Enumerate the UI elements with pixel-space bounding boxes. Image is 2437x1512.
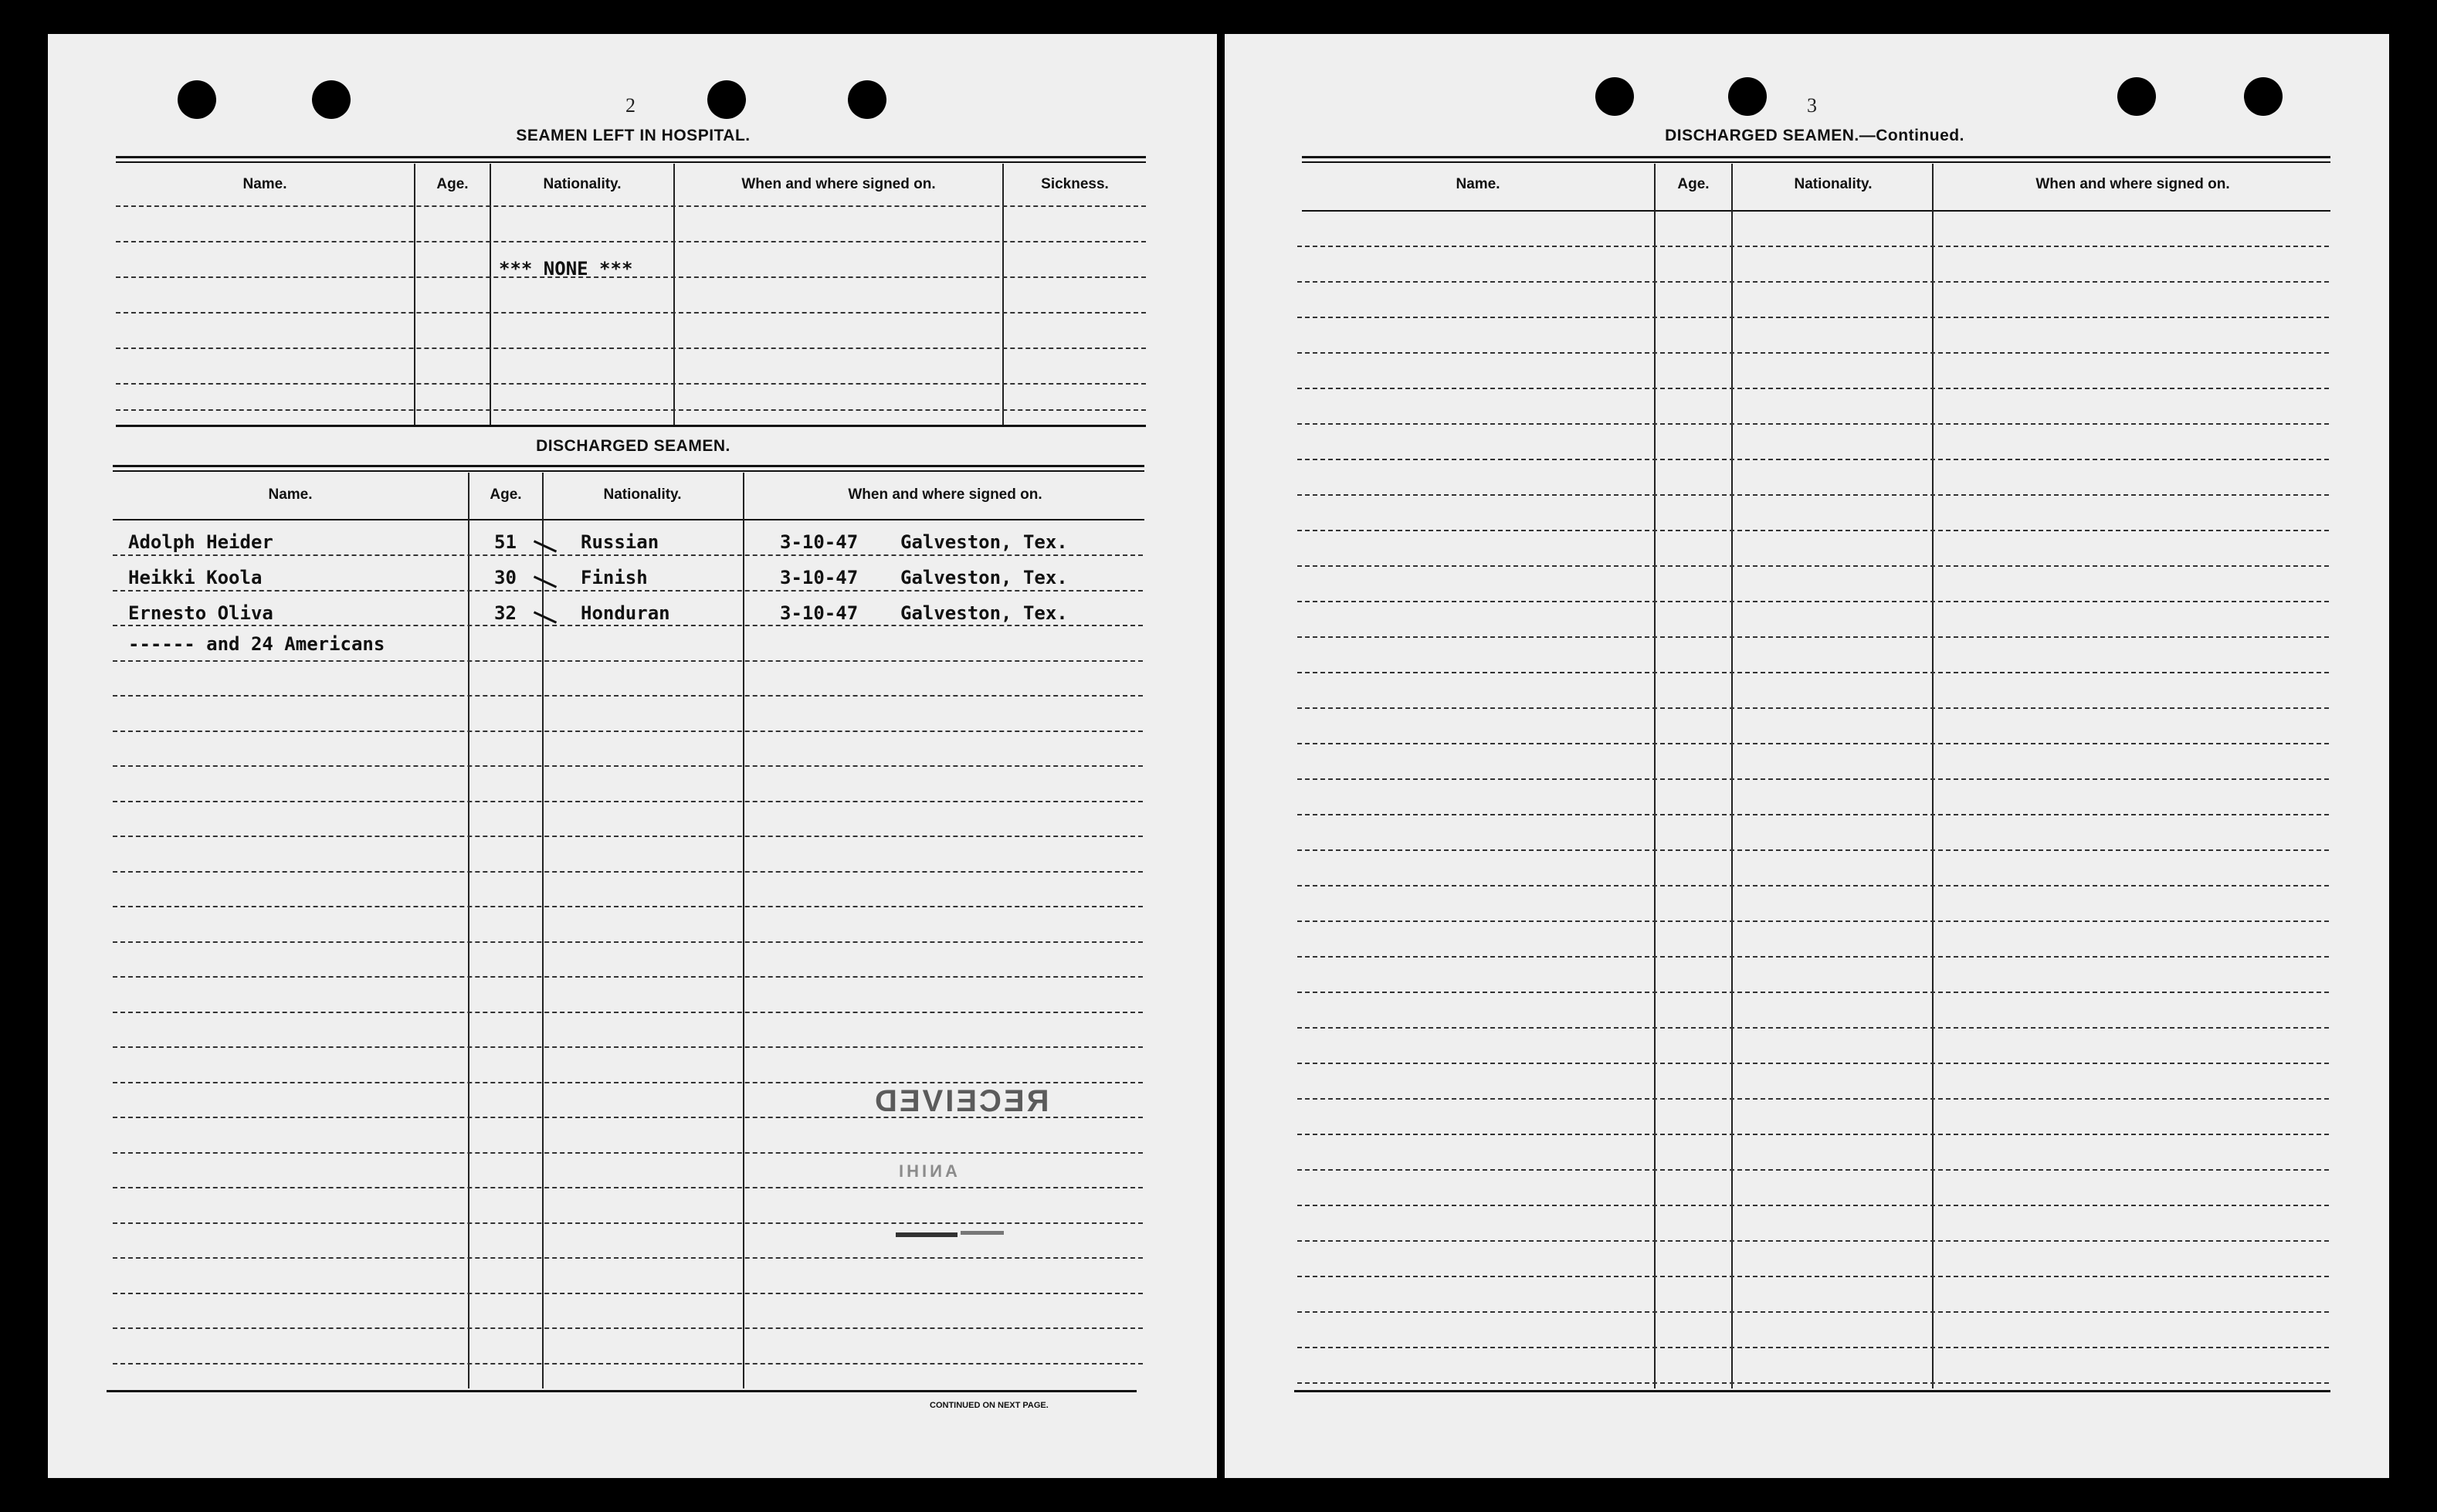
ruled-line — [113, 801, 1143, 802]
ruled-line — [113, 731, 1143, 732]
signed-on-place: Galveston, Tex. — [900, 531, 1068, 553]
ruled-line — [1297, 743, 2329, 744]
seaman-nationality: Russian — [581, 531, 659, 553]
column-header: Age. — [490, 486, 522, 503]
ruled-line — [1297, 1240, 2329, 1242]
discharged-section-title: DISCHARGED SEAMEN. — [536, 437, 730, 455]
ruled-line — [113, 1012, 1143, 1013]
ruled-line — [1297, 636, 2329, 638]
signed-on-date: 3-10-47 — [780, 531, 859, 553]
ruled-line — [1297, 1311, 2329, 1313]
table-rule — [1294, 1390, 2330, 1392]
ruled-line — [1297, 1134, 2329, 1135]
ruled-line — [1297, 1205, 2329, 1206]
ruled-line — [116, 312, 1146, 314]
ruled-line — [113, 906, 1143, 907]
column-divider — [1002, 164, 1004, 425]
ruled-line — [1297, 246, 2329, 247]
seaman-name: Ernesto Oliva — [128, 602, 273, 624]
stamp-bar — [961, 1231, 1004, 1235]
ruled-line — [116, 409, 1146, 411]
ruled-line — [113, 765, 1143, 767]
column-header: Nationality. — [1794, 176, 1873, 192]
ruled-line — [1297, 920, 2329, 922]
punch-hole — [707, 80, 746, 119]
seaman-nationality: Honduran — [581, 602, 670, 624]
ruled-line — [1297, 1347, 2329, 1348]
column-divider — [468, 473, 469, 1388]
received-stamp-subtext: ANIHI — [896, 1161, 958, 1181]
ruled-line — [1297, 494, 2329, 496]
ruled-line — [113, 1363, 1143, 1365]
column-header: Nationality. — [603, 486, 682, 503]
ruled-line — [1297, 388, 2329, 389]
right-page — [1225, 34, 2389, 1478]
table-rule — [1302, 161, 2330, 163]
column-header: When and where signed on. — [2035, 176, 2230, 192]
column-header: Name. — [1456, 176, 1500, 192]
seaman-name: Heikki Koola — [128, 567, 263, 588]
ruled-line — [113, 554, 1143, 556]
ruled-line — [113, 941, 1143, 943]
ruled-line — [113, 1082, 1143, 1083]
column-divider — [490, 164, 491, 425]
column-divider — [673, 164, 675, 425]
column-header: Nationality. — [543, 176, 622, 192]
column-header: Sickness. — [1041, 176, 1109, 192]
ruled-line — [1297, 601, 2329, 602]
punch-hole — [1595, 77, 1634, 116]
ruled-line — [116, 347, 1146, 349]
page-number: 3 — [1807, 94, 1817, 117]
ruled-line — [1297, 317, 2329, 318]
table-rule — [113, 519, 1144, 520]
table-rule — [116, 156, 1146, 158]
seaman-age: 51 — [494, 531, 517, 553]
ruled-line — [1297, 1098, 2329, 1100]
ruled-line — [116, 205, 1146, 207]
ruled-line — [1297, 1382, 2329, 1384]
ruled-line — [113, 625, 1143, 626]
ruled-line — [113, 695, 1143, 697]
signed-on-date: 3-10-47 — [780, 602, 859, 624]
hospital-none-entry: *** NONE *** — [499, 258, 633, 280]
table-rule — [116, 161, 1146, 163]
ruled-line — [1297, 707, 2329, 709]
ruled-line — [113, 590, 1143, 592]
ruled-line — [1297, 672, 2329, 673]
ruled-line — [113, 660, 1143, 662]
ruled-line — [1297, 956, 2329, 958]
ruled-line — [113, 1222, 1143, 1224]
ruled-line — [113, 1152, 1143, 1154]
ruled-line — [113, 1293, 1143, 1294]
ruled-line — [113, 1187, 1143, 1188]
ruled-line — [1297, 1063, 2329, 1064]
left-page — [48, 34, 1217, 1478]
column-header: Name. — [268, 486, 313, 503]
punch-hole — [2117, 77, 2156, 116]
seaman-name: Adolph Heider — [128, 531, 273, 553]
ruled-line — [1297, 885, 2329, 887]
americans-note: ------ and 24 Americans — [128, 633, 385, 655]
ruled-line — [1297, 1276, 2329, 1277]
ruled-line — [116, 241, 1146, 242]
ruled-line — [1297, 814, 2329, 815]
ruled-line — [1297, 530, 2329, 531]
column-header: Age. — [436, 176, 469, 192]
discharged-continued-title: DISCHARGED SEAMEN.—Continued. — [1665, 127, 1964, 144]
ruled-line — [1297, 849, 2329, 851]
ruled-line — [113, 1046, 1143, 1048]
stamp-bar — [896, 1232, 958, 1237]
continued-footer: CONTINUED ON NEXT PAGE. — [930, 1401, 1049, 1410]
hospital-section-title: SEAMEN LEFT IN HOSPITAL. — [516, 127, 751, 144]
seaman-age: 30 — [494, 567, 517, 588]
ruled-line — [1297, 778, 2329, 780]
punch-hole — [178, 80, 216, 119]
punch-hole — [2244, 77, 2283, 116]
ruled-line — [113, 871, 1143, 873]
punch-hole — [312, 80, 351, 119]
ruled-line — [1297, 1027, 2329, 1029]
punch-hole — [1728, 77, 1767, 116]
ruled-line — [116, 383, 1146, 385]
table-rule — [1302, 156, 2330, 158]
column-divider — [542, 473, 544, 1388]
ruled-line — [113, 836, 1143, 837]
column-header: When and where signed on. — [848, 486, 1042, 503]
table-rule — [107, 1390, 1137, 1392]
signed-on-place: Galveston, Tex. — [900, 567, 1068, 588]
ruled-line — [113, 1327, 1143, 1329]
ruled-line — [1297, 992, 2329, 993]
signed-on-place: Galveston, Tex. — [900, 602, 1068, 624]
seaman-age: 32 — [494, 602, 517, 624]
punch-hole — [848, 80, 886, 119]
table-rule — [1302, 210, 2330, 212]
ruled-line — [113, 1257, 1143, 1259]
ruled-line — [1297, 423, 2329, 425]
ruled-line — [1297, 352, 2329, 354]
ruled-line — [1297, 281, 2329, 283]
column-header: Name. — [242, 176, 287, 192]
table-rule — [116, 425, 1146, 427]
table-rule — [113, 465, 1144, 467]
ruled-line — [113, 976, 1143, 978]
seaman-nationality: Finish — [581, 567, 648, 588]
column-divider — [743, 473, 744, 1388]
column-header: Age. — [1677, 176, 1710, 192]
table-rule — [113, 470, 1144, 472]
page-number: 2 — [625, 94, 636, 117]
ruled-line — [1297, 565, 2329, 567]
column-header: When and where signed on. — [741, 176, 936, 192]
ruled-line — [1297, 1169, 2329, 1171]
ruled-line — [1297, 459, 2329, 460]
column-divider — [414, 164, 415, 425]
received-stamp: RECEIVED — [873, 1084, 1049, 1118]
signed-on-date: 3-10-47 — [780, 567, 859, 588]
